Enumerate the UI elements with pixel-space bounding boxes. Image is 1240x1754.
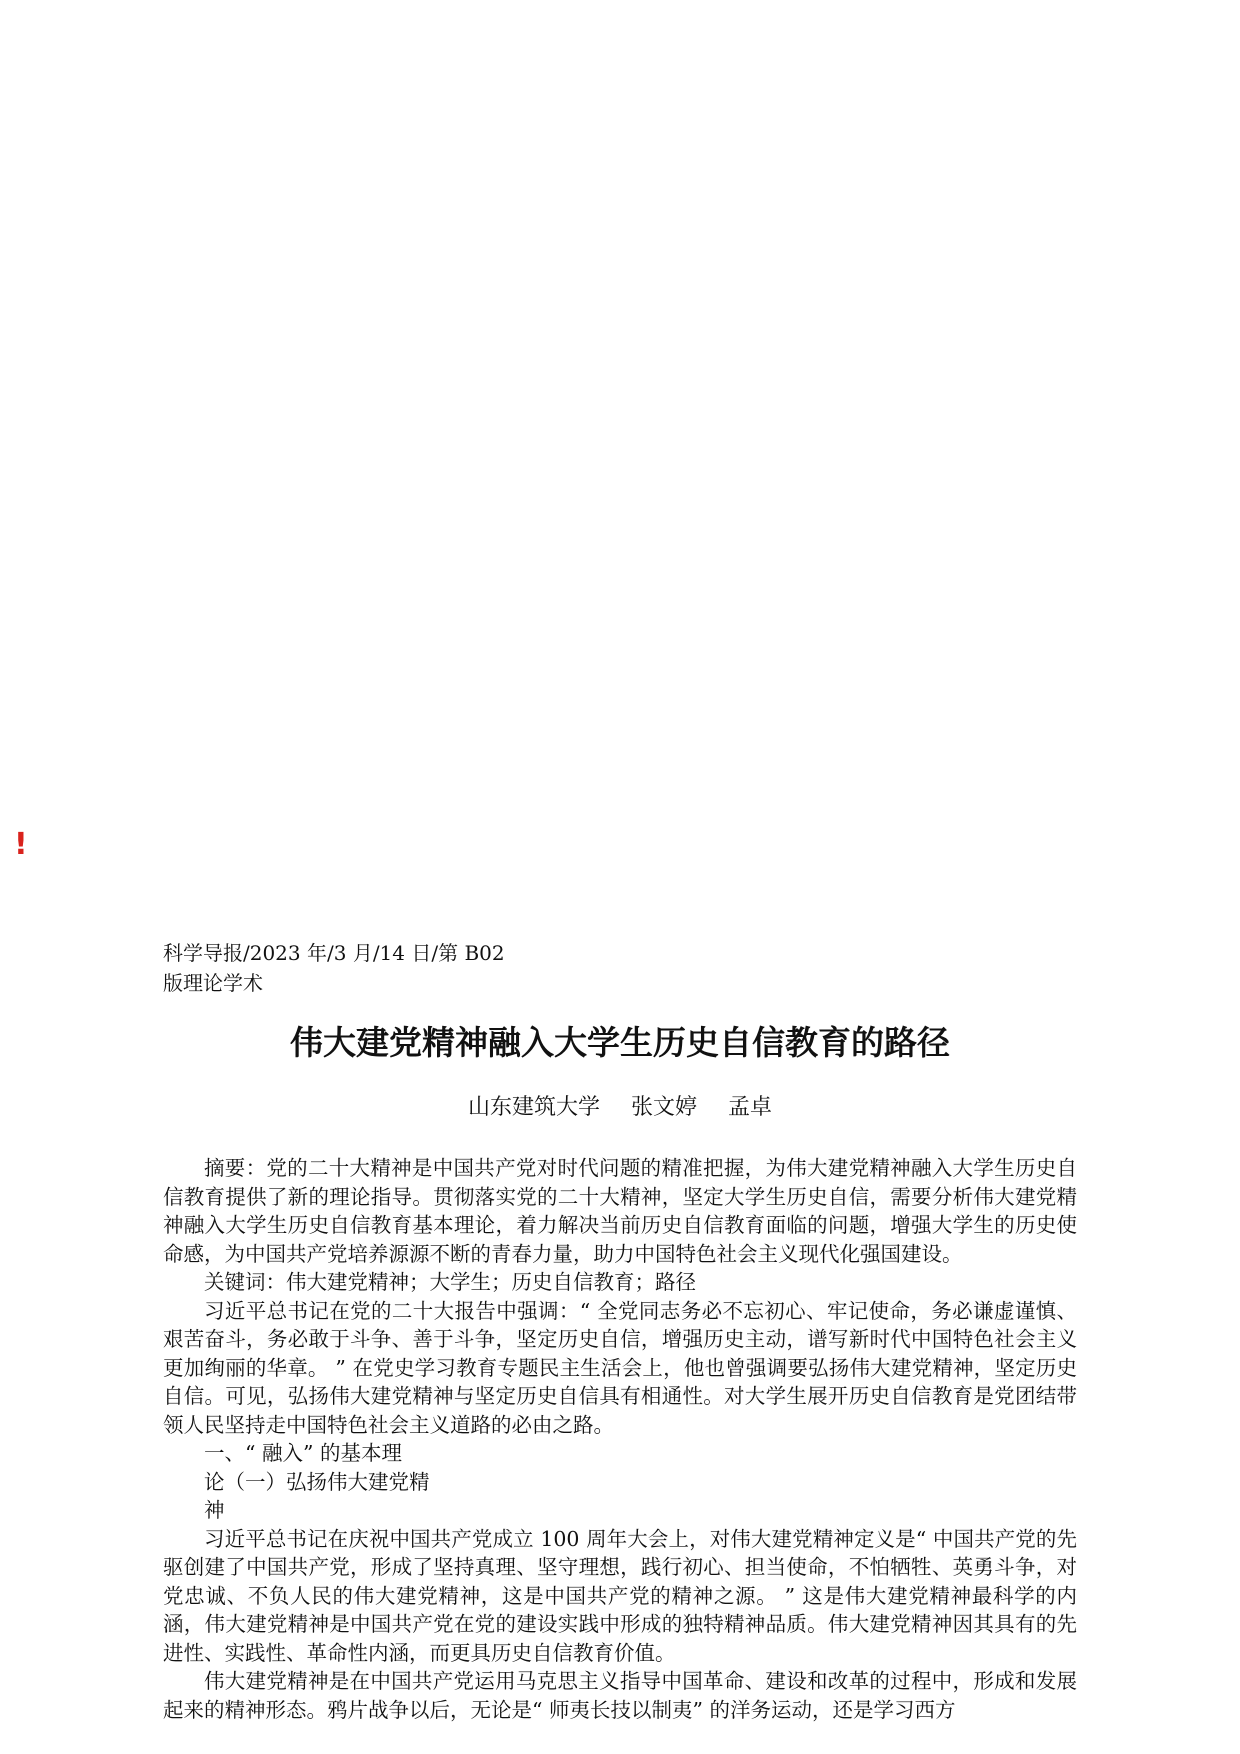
source-line-1: 科学导报/2023 年/3 月/14 日/第 B02 <box>163 941 505 965</box>
author-name-2: 孟卓 <box>728 1095 773 1120</box>
section-heading-line-2: 论（一）弘扬伟大建党精 <box>204 1469 430 1494</box>
author-affiliation: 山东建筑大学 <box>467 1095 600 1120</box>
intro-paragraph: 习近平总书记在党的二十大报告中强调：“ 全党同志务必不忘初心、牢记使命，务必谦虚谨慎、艰苦奋斗，务必敢于斗争、善于斗争，坚定历史自信，增强历史主动，谱写新时代中国特色社会主义更加绚丽的华章。 ” 在党史学习教育专题民主生活会上，他也曾强调要弘扬伟大建党精神，坚定历史自信。可见，弘扬伟大建党精神与坚定历史自信具有相通性。对大学生展开历史自信教育是党团结带领人民坚持走中国特色社会主义道路的必由之路。 <box>163 1298 1077 1437</box>
keywords-paragraph: 关键词：伟大建党精神；大学生；历史自信教育；路径 <box>204 1270 696 1294</box>
article-body <box>163 1154 1077 1724</box>
author-name-1: 张文婷 <box>630 1095 697 1120</box>
article-title: 伟大建党精神融入大学生历史自信教育的路径 <box>290 1023 950 1062</box>
abstract-paragraph: 摘要：党的二十大精神是中国共产党对时代问题的精准把握，为伟大建党精神融入大学生历史自信教育提供了新的理论指导。贯彻落实党的二十大精神，坚定大学生历史自信，需要分析伟大建党精神融入大学生历史自信教育基本理论，着力解决当前历史自信教育面临的问题，增强大学生的历史使命感，为中国共产党培养源源不断的青春力量，助力中国特色社会主义现代化强国建设。 <box>163 1156 1077 1266</box>
margin-warning-mark: ! <box>14 827 28 862</box>
source-line <box>163 938 543 998</box>
section-heading-line-3: 神 <box>204 1498 225 1522</box>
body-paragraph-2: 伟大建党精神是在中国共产党运用马克思主义指导中国革命、建设和改革的过程中，形成和发展起来的精神形态。鸦片战争以后，无论是“ 师夷长技以制夷” 的洋务运动，还是学习西方 <box>163 1669 1077 1722</box>
section-heading-line-1: 一、“ 融入” 的基本理 <box>204 1441 402 1465</box>
source-line-2: 版理论学术 <box>163 971 263 995</box>
body-paragraph-1: 习近平总书记在庆祝中国共产党成立 100 周年大会上，对伟大建党精神定义是“ 中国共产党的先驱创建了中国共产党，形成了坚持真理、坚守理想，践行初心、担当使命，不怕牺牲、英勇斗争，对党忠诚、不负人民的伟大建党精神，这是中国共产党的精神之源。 ” 这是伟大建党精神最科学的内涵，伟大建党精神是中国共产党在党的建设实践中形成的独特精神品质。伟大建党精神因其具有的先进性、实践性、革命性内涵，而更具历史自信教育价值。 <box>163 1526 1077 1665</box>
byline <box>163 1088 1077 1128</box>
